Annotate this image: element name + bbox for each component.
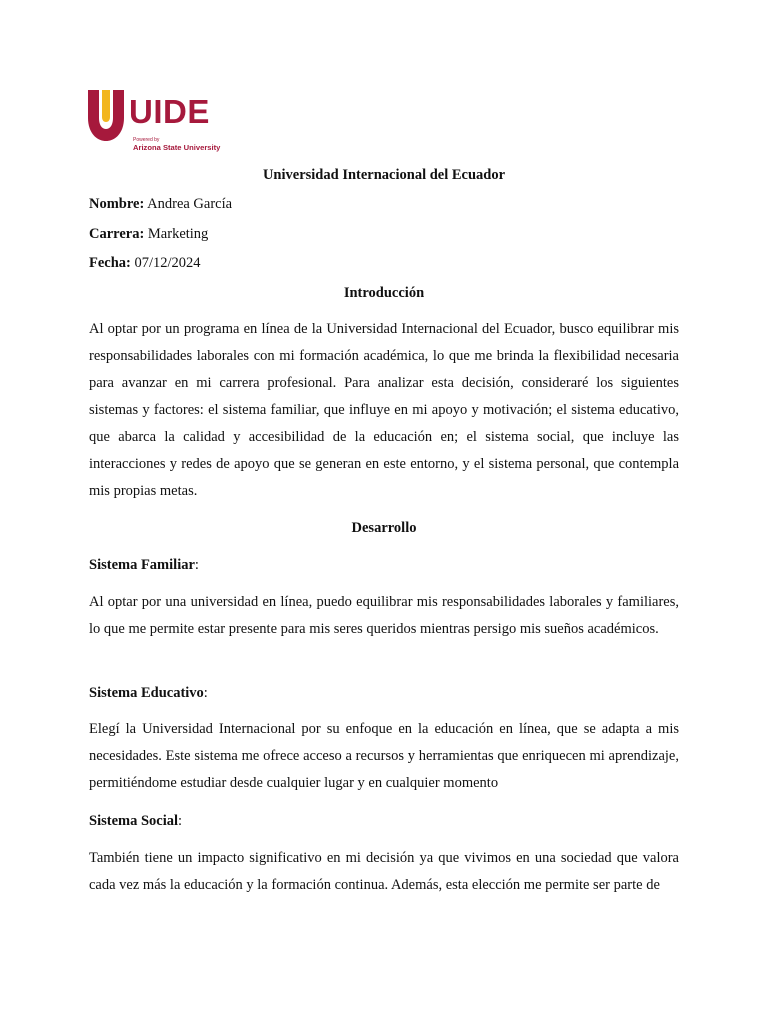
field-nombre-label: Nombre:	[89, 196, 145, 212]
educativo-paragraph: Elegí la Universidad Internacional por su enfoque en la educación en línea, que se adapta a mis necesidades. Este sistema me ofrece acceso a recursos y herramientas que enriquecen mi aprendizaje, permitiéndome estudiar desde cualquier lugar y en cualquier momento	[89, 721, 679, 791]
familiar-title: Sistema Familiar	[89, 557, 195, 573]
university-title: Universidad Internacional del Ecuador	[262, 167, 506, 183]
familiar-paragraph: Al optar por una universidad en línea, puedo equilibrar mis responsabilidades laborales y familiares, lo que me permite estar presente para mis seres queridos mientras persigo mis sueños académicos.	[89, 594, 679, 637]
field-fecha-value: 07/12/2024	[134, 255, 201, 271]
field-carrera-value: Marketing	[147, 226, 209, 242]
social-heading	[89, 812, 679, 830]
logo-powered-by: Powered by	[133, 137, 160, 143]
familiar-heading	[89, 556, 679, 574]
intro-paragraph: Al optar por un programa en línea de la Universidad Internacional del Ecuador, busco equilibrar mis responsabilidades laborales con mi formación académica, lo que me brinda la flexibilidad necesaria para avanzar en mi carrera profesional. Para analizar esta decisión, consideraré los siguientes sistemas y factores: el sistema familiar, que influye en mi apoyo y motivación; el sistema educativo, que abarca la calidad y accesibilidad de la educación en; el sistema social, que incluye las interacciones y redes de apoyo que se generan en este entorno, y el sistema personal, que contempla mis propias metas.	[89, 321, 679, 499]
field-fecha	[89, 254, 679, 272]
field-nombre	[89, 195, 679, 213]
educativo-heading	[89, 684, 679, 702]
field-carrera-label: Carrera:	[89, 226, 145, 242]
educativo-colon: :	[203, 685, 208, 701]
field-nombre-value: Andrea García	[147, 196, 233, 212]
development-heading: Desarrollo	[351, 520, 417, 536]
uide-logo	[88, 90, 228, 156]
intro-heading: Introducción	[343, 285, 425, 301]
logo-partner: Arizona State University	[133, 143, 221, 152]
familiar-colon: :	[194, 557, 199, 573]
field-fecha-label: Fecha:	[89, 255, 131, 271]
social-title: Sistema Social	[89, 813, 179, 829]
field-carrera	[89, 225, 679, 243]
educativo-title: Sistema Educativo	[89, 685, 204, 701]
social-paragraph: También tiene un impacto significativo en mi decisión ya que vivimos en una sociedad que valora cada vez más la educación y la formación continua. Además, esta elección me permite ser parte de	[89, 850, 679, 893]
uide-shield-icon	[88, 90, 124, 142]
social-colon: :	[178, 813, 183, 829]
logo-wordmark: UIDE	[129, 93, 210, 130]
